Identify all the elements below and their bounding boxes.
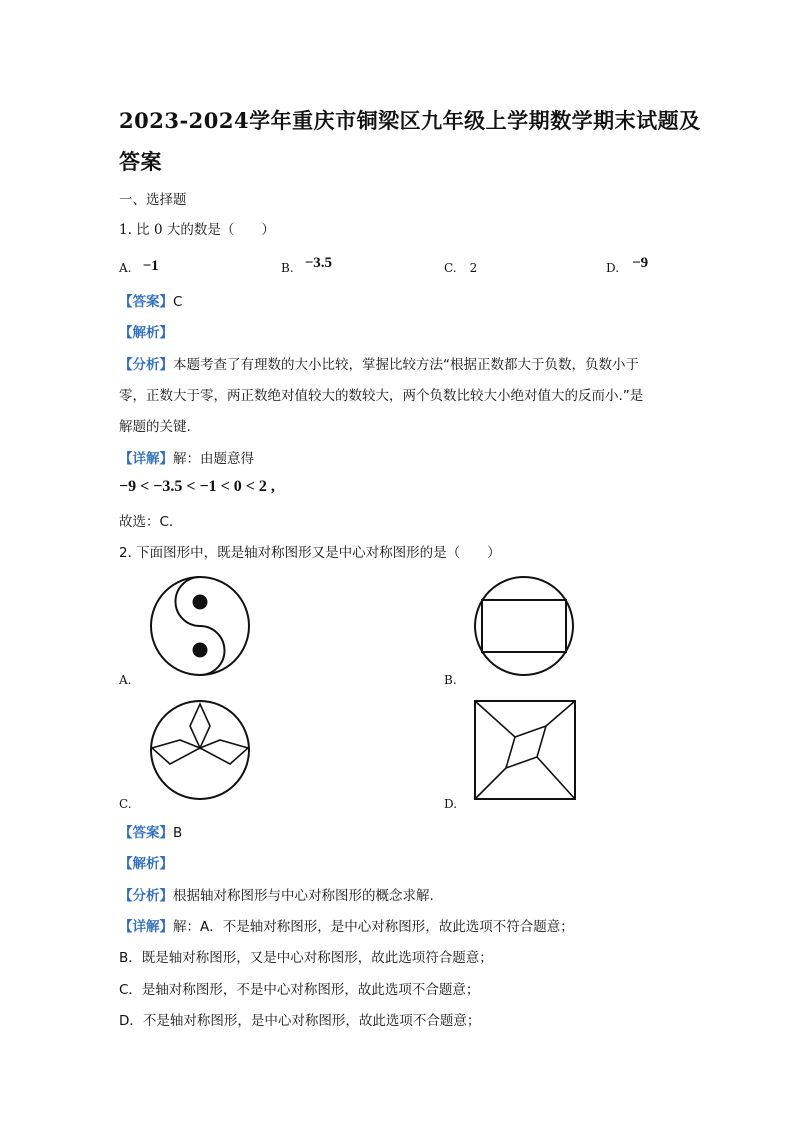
q1-option-a xyxy=(119,257,159,277)
q2-fenxi xyxy=(119,884,434,904)
q1-fenxi-line2: 零，正数大于零，两正数绝对值较大的数较大，两个负数比较大小绝对值大的反而小.”是 xyxy=(119,388,644,404)
q2-figure-c-rhombi-in-circle xyxy=(150,700,250,800)
q2-xiangjie-tag: 【详解】 xyxy=(119,919,173,935)
q1-option-b-label: B. xyxy=(281,261,294,275)
q1-jiexi-tag: 【解析】 xyxy=(119,325,173,341)
q1-option-c-value: 2 xyxy=(469,261,478,275)
figure-b-circle xyxy=(475,577,573,675)
q2-line-d: D．不是轴对称图形，是中心对称图形，故此选项不合题意； xyxy=(119,1013,481,1029)
figure-c-top-rhombus xyxy=(190,704,210,748)
figure-c-left-rhombus xyxy=(152,740,200,764)
q2-answer-tag: 【答案】 xyxy=(119,825,173,841)
q2-xiangjie xyxy=(119,915,574,935)
q1-conclusion: 故选：C. xyxy=(119,514,174,530)
figure-d-line-bl xyxy=(475,768,506,799)
q1-option-d-value: −9 xyxy=(632,255,649,271)
doc-title-line2: 答案 xyxy=(119,149,162,174)
q1-option-d-label: D. xyxy=(606,261,620,275)
q2-line-b: B．既是轴对称图形，又是中心对称图形，故此选项符合题意； xyxy=(119,950,493,966)
figure-c-circle xyxy=(151,701,249,799)
q2-answer-value: B xyxy=(173,825,183,841)
q2-stem: 2. 下面图形中，既是轴对称图形又是中心对称图形的是（ ） xyxy=(119,545,501,561)
q2-figure-d-pinwheel-square xyxy=(474,700,576,800)
q1-xiangjie-text: 解：由题意得 xyxy=(173,451,254,467)
q2-figure-a-yinyang xyxy=(150,576,250,676)
q1-option-c-label: C. xyxy=(444,261,457,275)
q2-label-c: C. xyxy=(119,797,132,811)
q1-answer-value: C xyxy=(173,294,183,310)
q2-label-d: D. xyxy=(444,797,458,811)
figure-d-line-tl xyxy=(475,701,515,737)
q1-option-b-value: −3.5 xyxy=(304,255,333,271)
q1-xiangjie-tag: 【详解】 xyxy=(119,451,173,467)
yinyang-bottom-dot xyxy=(193,643,208,658)
q1-fenxi-line1 xyxy=(119,353,639,373)
q1-option-d xyxy=(606,257,648,277)
q1-option-a-value: −1 xyxy=(142,258,159,274)
q2-fenxi-tag: 【分析】 xyxy=(119,888,173,904)
q1-jiexi xyxy=(119,321,173,341)
q1-option-b xyxy=(281,257,332,277)
q2-figure-b-rect-in-circle xyxy=(474,576,574,676)
figure-c-right-rhombus xyxy=(200,740,248,764)
q2-line-c: C．是轴对称图形，不是中心对称图形，故此选项不合题意； xyxy=(119,982,480,998)
q1-fenxi-tag: 【分析】 xyxy=(119,357,173,373)
yinyang-top-dot xyxy=(193,595,208,610)
figure-d-inner-square xyxy=(506,726,546,768)
q1-inequality: −9 < −3.5 < −1 < 0 < 2 , xyxy=(119,478,275,495)
q2-jiexi-tag: 【解析】 xyxy=(119,856,173,872)
q1-stem: 1. 比 0 大的数是（ ） xyxy=(119,222,275,238)
q2-label-b: B. xyxy=(444,673,457,687)
q1-fenxi-line3: 解题的关键. xyxy=(119,419,191,435)
figure-d-line-tr xyxy=(546,701,575,726)
q1-fenxi-text1: 本题考查了有理数的大小比较，掌握比较方法“根据正数都大于负数，负数小于 xyxy=(173,357,639,373)
q2-xiangjie-a: 解：A．不是轴对称图形，是中心对称图形，故此选项不符合题意； xyxy=(173,919,574,935)
q1-xiangjie xyxy=(119,447,254,467)
q2-answer xyxy=(119,821,182,841)
q2-label-a: A. xyxy=(119,673,132,687)
q1-option-c xyxy=(444,257,477,276)
figure-d-line-br xyxy=(537,757,575,799)
figure-b-rectangle xyxy=(482,600,566,652)
q2-fenxi-text: 根据轴对称图形与中心对称图形的概念求解. xyxy=(173,888,434,904)
section-heading: 一、选择题 xyxy=(119,192,187,208)
yinyang-s-curve xyxy=(176,577,225,675)
q2-jiexi xyxy=(119,852,173,872)
q1-option-a-label: A. xyxy=(119,261,132,275)
q1-answer-tag: 【答案】 xyxy=(119,294,173,310)
doc-title-line1: 2023-2024学年重庆市铜梁区九年级上学期数学期末试题及 xyxy=(119,108,701,133)
q1-answer xyxy=(119,290,182,310)
